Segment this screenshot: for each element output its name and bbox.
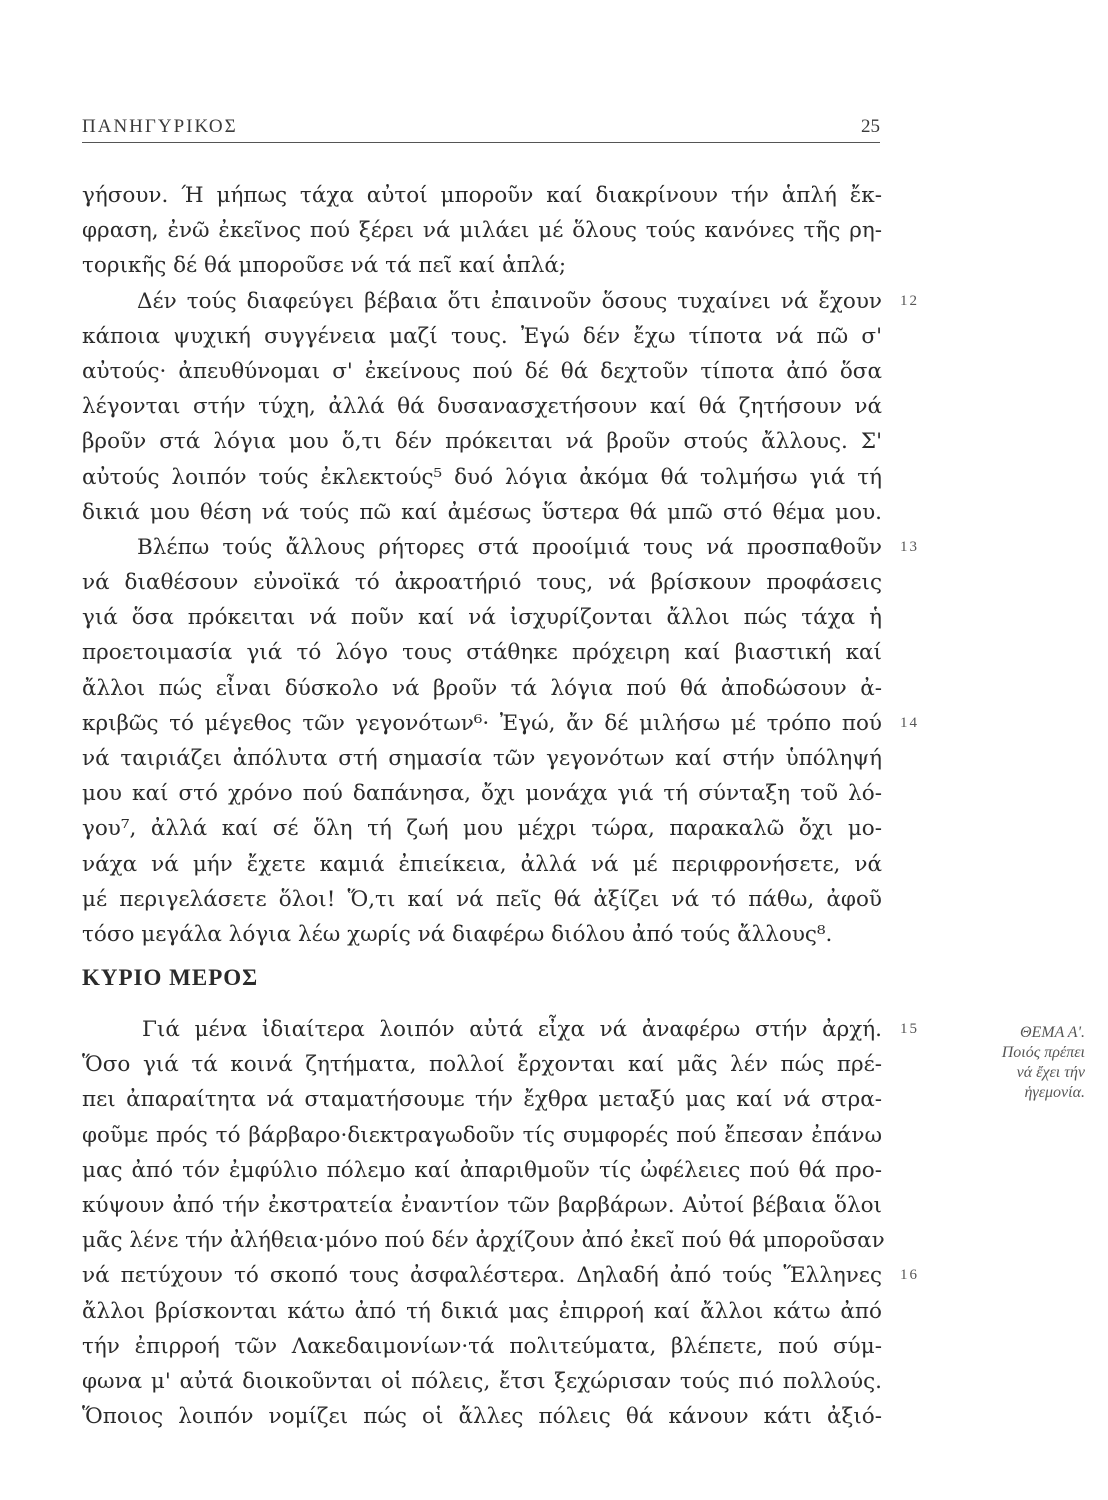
text-line: μας ἀπό τόν ἐμφύλιο πόλεμο καί ἀπαριθμοῦν τίς ὠφέλειες πού θά προ- xyxy=(82,1157,882,1183)
text-line: προετοιμασία γιά τό λόγο τους στάθηκε πρόχειρη καί βιαστική καί xyxy=(82,640,882,666)
side-note xyxy=(935,1023,1085,1103)
text-block-intro xyxy=(82,178,919,952)
text-line: νά διαθέσουν εὐνοϊκά τό ἀκροατήριό τους, νά βρίσκουν προφάσεις xyxy=(82,570,882,596)
side-note-line: ἡγεμονία. xyxy=(1024,1084,1085,1101)
margin-number: 15 xyxy=(900,1021,919,1037)
page-number: 25 xyxy=(861,116,880,137)
text-line: μέ περιγελάσετε ὅλοι! Ὅ,τι καί νά πεῖς θά ἀξίζει νά τό πάθω, ἀφοῦ xyxy=(82,886,882,912)
text-line: γιά ὅσα πρόκειται νά ποῦν καί νά ἰσχυρίζονται ἄλλοι πώς τάχα ἡ xyxy=(82,605,882,631)
text-line: βροῦν στά λόγια μου ὅ,τι δέν πρόκειται νά βροῦν στούς ἄλλους. Σ' xyxy=(82,429,882,455)
text-line: ἄλλοι βρίσκονται κάτω ἀπό τή δικιά μας ἐπιρροή καί ἄλλοι κάτω ἀπό xyxy=(82,1298,882,1324)
text-line: τήν ἐπιρροή τῶν Λακεδαιμονίων·τά πολιτεύματα, βλέπετε, πού σύμ- xyxy=(82,1333,882,1359)
text-line: φοῦμε πρός τό βάρβαρο·διεκτραγωδοῦν τίς συμφορές πού ἔπεσαν ἐπάνω xyxy=(82,1122,882,1148)
text-line xyxy=(82,706,919,741)
text-line: λέγονται στήν τύχη, ἀλλά θά δυσανασχετήσουν καί θά ζητήσουν νά xyxy=(82,394,882,420)
text-line: μου καί στό χρόνο πού δαπάνησα, ὄχι μονάχα γιά τή σύνταξη τοῦ λό- xyxy=(82,781,882,807)
text-line-content: Δέν τούς διαφεύγει βέβαια ὅτι ἐπαινοῦν ὅσους τυχαίνει νά ἔχουν xyxy=(137,288,882,314)
text-line: δικιά μου θέση νά τούς πῶ καί ἀμέσως ὕστερα θά μπῶ στό θέμα μου. xyxy=(82,499,882,525)
side-note-line: νά ἔχει τήν xyxy=(1016,1064,1085,1081)
margin-number: 14 xyxy=(900,714,919,731)
text-line: νάχα νά μήν ἔχετε καμιά ἐπιείκεια, ἀλλά νά μέ περιφρονήσετε, νά xyxy=(82,851,882,877)
text-line xyxy=(82,1258,919,1293)
text-line xyxy=(82,284,919,319)
margin-number: 16 xyxy=(900,1267,919,1284)
text-line: αὐτούς λοιπόν τούς ἐκλεκτούς⁵ δυό λόγια ἀκόμα θά τολμήσω γιά τή xyxy=(82,464,882,490)
side-note-line: Ποιός πρέπει xyxy=(1001,1044,1085,1061)
text-line: φωνα μ' αὐτά διοικοῦνται οἱ πόλεις, ἔτσι ξεχώρισαν τούς πιό πολλούς. xyxy=(82,1368,882,1394)
page-header xyxy=(82,108,880,143)
text-line: Ὅποιος λοιπόν νομίζει πώς οἱ ἄλλες πόλεις θά κάνουν κάτι ἀξιό- xyxy=(82,1404,882,1430)
text-line: ἄλλοι πώς εἶναι δύσκολο νά βροῦν τά λόγια πού θά ἀποδώσουν ἀ- xyxy=(82,675,882,701)
text-line: φραση, ἐνῶ ἐκεῖνος πού ξέρει νά μιλάει μέ ὅλους τούς κανόνες τῆς ρη- xyxy=(82,218,882,244)
text-line-content: κριβῶς τό μέγεθος τῶν γεγονότων⁶· Ἐγώ, ἄν δέ μιλήσω μέ τρόπο πού xyxy=(82,710,882,736)
text-line-content: Βλέπω τούς ἄλλους ρήτορες στά προοίμιά τους νά προσπαθοῦν xyxy=(137,534,882,560)
text-line: τόσο μεγάλα λόγια λέω χωρίς νά διαφέρω διόλου ἀπό τούς ἄλλους⁸. xyxy=(82,921,833,947)
text-block-main xyxy=(82,1012,919,1434)
margin-number: 13 xyxy=(900,538,919,555)
text-line: μᾶς λένε τήν ἀλήθεια·μόνο πού δέν ἀρχίζουν ἀπό ἐκεῖ πού θά μποροῦσαν xyxy=(82,1228,885,1254)
text-line: κάποια ψυχική συγγένεια μαζί τους. Ἐγώ δέν ἔχω τίποτα νά πῶ σ' xyxy=(82,323,882,349)
side-note-line: ΘΕΜΑ Α'. xyxy=(1019,1024,1085,1041)
text-line xyxy=(82,530,919,565)
running-title: ΠΑΝΗΓΥΡΙΚΟΣ xyxy=(82,116,238,137)
text-line: τορικῆς δέ θά μποροῦσε νά τά πεῖ καί ἁπλά; xyxy=(82,253,567,279)
margin-number: 12 xyxy=(900,292,919,309)
text-line-content: νά πετύχουν τό σκοπό τους ἀσφαλέστερα. Δηλαδή ἀπό τούς Ἕλληνες xyxy=(82,1263,882,1289)
text-line: πει ἀπαραίτητα νά σταματήσουμε τήν ἔχθρα μεταξύ μας καί νά στρα- xyxy=(82,1087,882,1113)
text-line xyxy=(82,1012,919,1047)
text-line: νά ταιριάζει ἀπόλυτα στή σημασία τῶν γεγονότων καί στήν ὑπόληψή xyxy=(82,746,882,771)
text-line: γήσουν. Ή μήπως τάχα αὐτοί μποροῦν καί διακρίνουν τήν ἁπλή ἔκ- xyxy=(82,183,882,208)
text-line: Ὅσο γιά τά κοινά ζητήματα, πολλοί ἔρχονται καί μᾶς λέν πώς πρέ- xyxy=(82,1052,882,1078)
text-line-content: Γιά μένα ἰδιαίτερα λοιπόν αὐτά εἶχα νά ἀναφέρω στήν ἀρχή. xyxy=(142,1017,882,1042)
text-line: αὐτούς· ἀπευθύνομαι σ' ἐκείνους πού δέ θά δεχτοῦν τίποτα ἀπό ὅσα xyxy=(82,358,882,384)
text-line: κύψουν ἀπό τήν ἐκστρατεία ἐναντίον τῶν βαρβάρων. Αὐτοί βέβαια ὅλοι xyxy=(82,1192,882,1218)
text-line: γου⁷, ἀλλά καί σέ ὅλη τή ζωή μου μέχρι τώρα, παρακαλῶ ὄχι μο- xyxy=(82,816,882,842)
section-title: ΚΥΡΙΟ ΜΕΡΟΣ xyxy=(82,965,259,990)
